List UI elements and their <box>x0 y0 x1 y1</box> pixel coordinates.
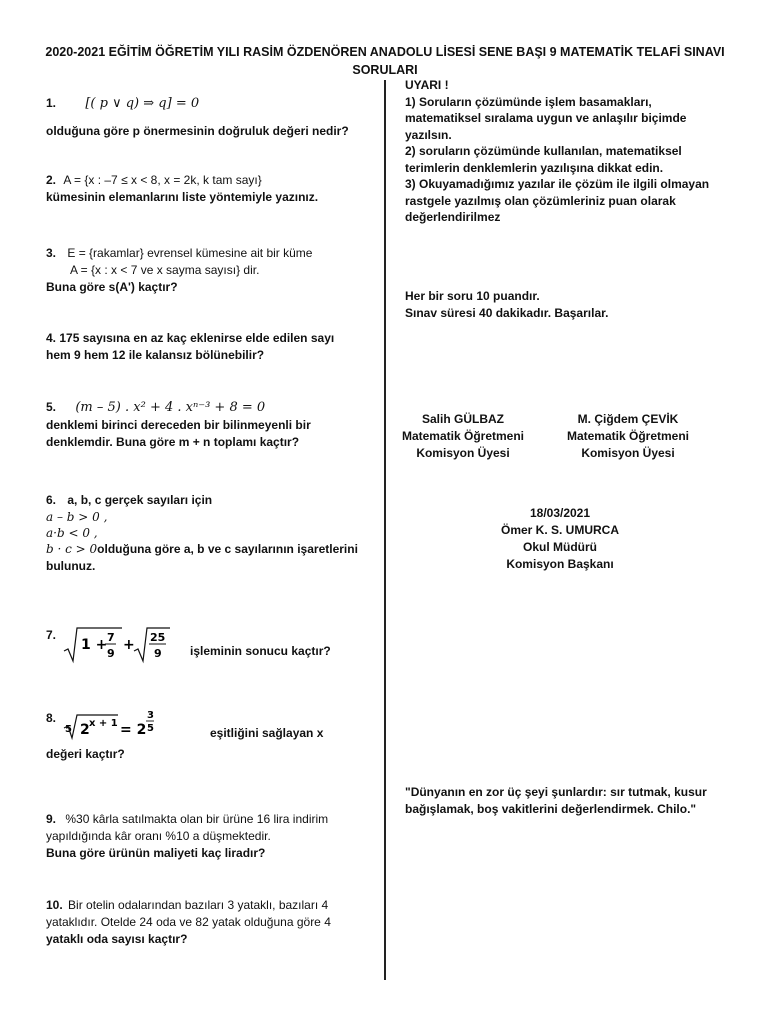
exam-title-line2: SORULARI <box>352 63 418 77</box>
quote-line: bağışlamak, boş vakitlerini değerlendirmek. Chilo." <box>405 801 697 816</box>
signature-name: Ömer K. S. UMURCA <box>500 523 619 537</box>
question-6-condition-1: a – b > 0 , <box>46 510 108 524</box>
svg-text:9: 9 <box>154 647 162 660</box>
question-number: 4. <box>46 331 57 345</box>
signature-teacher-1 <box>393 411 533 462</box>
question-10-line2: yataklıdır. Otelde 24 oda ve 82 yatak olduğuna göre 4 <box>46 915 331 929</box>
svg-text:25: 25 <box>150 631 166 644</box>
question-8-text: eşitliğini sağlayan x <box>210 726 324 740</box>
question-1 <box>46 93 371 140</box>
question-10-line3: yataklı oda sayısı kaçtır? <box>46 932 188 946</box>
question-3-text: Buna göre s(A') kaçtır? <box>46 280 178 294</box>
warning-line: 1) Soruların çözümünde işlem basamakları, <box>405 94 652 109</box>
question-5-equation: (m – 5) . x² + 4 . xⁿ⁻³ + 8 = 0 <box>75 400 266 415</box>
signature-duty: Komisyon Başkanı <box>506 557 614 571</box>
question-10 <box>46 897 371 948</box>
svg-text:x + 1: x + 1 <box>89 718 118 729</box>
question-2-set: A = {x : –7 ≤ x < 8, x = 2k, k tam sayı} <box>63 173 262 187</box>
signature-name: Salih GÜLBAZ <box>421 412 504 426</box>
question-number: 1. <box>46 96 57 110</box>
svg-text:1 +: 1 + <box>81 637 108 653</box>
exam-title <box>40 43 730 79</box>
question-1-text: olduğuna göre p önermesinin doğruluk değeri nedir? <box>46 124 349 138</box>
question-number: 8. <box>46 711 57 725</box>
question-3-universe: E = {rakamlar} evrensel kümesine ait bir küme <box>67 246 313 260</box>
question-9-line2: yapıldığında kâr oranı %10 a düşmektedir. <box>46 829 271 843</box>
question-9-line1: %30 kârla satılmakta olan bir ürüne 16 lira indirim <box>65 812 329 826</box>
question-9-line3: Buna göre ürünün maliyeti kaç liradır? <box>46 846 266 860</box>
question-6-intro: a, b, c gerçek sayıları için <box>67 493 213 507</box>
question-10-line1: Bir otelin odalarından bazıları 3 yataklı, bazıları 4 <box>68 898 329 912</box>
question-5-line1: denklemi birinci dereceden bir bilinmeyenli bir <box>46 418 311 432</box>
question-6-condition-3: b · c > 0 <box>46 542 98 556</box>
svg-text:2: 2 <box>80 722 90 738</box>
column-divider <box>384 80 386 980</box>
warning-line: değerlendirilmez <box>405 210 501 224</box>
signature-duty: Komisyon Üyesi <box>416 446 510 460</box>
svg-text:+: + <box>123 637 135 653</box>
signature-role: Okul Müdürü <box>523 540 597 554</box>
question-number: 5. <box>46 400 57 414</box>
question-6-condition-2: a·b < 0 , <box>46 526 98 540</box>
question-number: 7. <box>46 628 57 642</box>
warning-line: 2) soruların çözümünde kullanılan, matematiksel <box>405 144 682 158</box>
svg-text:= 2: = 2 <box>120 722 147 738</box>
svg-text:3: 3 <box>147 710 154 721</box>
question-2 <box>46 172 371 206</box>
warning-heading: UYARI ! <box>405 78 449 92</box>
warning-line: 3) Okuyamadığımız yazılar ile çözüm ile ilgili olmayan <box>405 177 710 191</box>
exam-info <box>405 288 735 321</box>
question-1-formula: [( p ∨ q) ⇒ q] = 0 <box>85 96 200 111</box>
duration-info: Sınav süresi 40 dakikadır. Başarılar. <box>405 305 609 320</box>
svg-text:5: 5 <box>147 723 154 734</box>
question-6-line2: olduğuna göre a, b ve c sayılarının işaretlerini <box>97 542 358 556</box>
question-number: 2. <box>46 173 57 187</box>
question-8-line2: değeri kaçtır? <box>46 747 125 761</box>
question-4-line2: hem 9 hem 12 ile kalansız bölünebilir? <box>46 348 265 362</box>
exam-title-line1: 2020-2021 EĞİTİM ÖĞRETİM YILI RASİM ÖZDENÖREN ANADOLU LİSESİ SENE BAŞI 9 MATEMATİK TELAFİ SINAVI <box>45 45 725 59</box>
signature-teacher-2 <box>553 411 703 462</box>
warning-line: rastgele yazılmış olan çözümleriniz puan olarak <box>405 193 676 208</box>
question-number: 3. <box>46 246 57 260</box>
question-2-text: kümesinin elemanlarını liste yöntemiyle yazınız. <box>46 190 319 204</box>
signature-role: Matematik Öğretmeni <box>566 429 690 443</box>
warning-line: terimlerin denklemlerin yazılışına dikkat edin. <box>405 160 664 175</box>
signature-name: M. Çiğdem ÇEVİK <box>577 412 679 426</box>
warning-line: yazılsın. <box>405 127 452 142</box>
question-5-line2: denklemdir. Buna göre m + n toplamı kaçtır? <box>46 435 300 449</box>
question-number: 9. <box>46 812 57 826</box>
question-number: 6. <box>46 493 57 507</box>
question-3 <box>46 245 371 296</box>
question-number: 10. <box>46 898 63 912</box>
svg-text:5: 5 <box>65 724 72 735</box>
closing-quote <box>405 784 750 817</box>
question-9 <box>46 811 371 862</box>
signature-role: Matematik Öğretmeni <box>401 429 525 443</box>
question-5 <box>46 398 371 451</box>
signature-date: 18/03/2021 <box>529 506 591 520</box>
question-3-set: A = {x : x < 7 ve x sayma sayısı} dir. <box>70 263 260 277</box>
svg-text:7: 7 <box>107 631 115 644</box>
warning-box <box>405 77 735 226</box>
question-6-line3: bulunuz. <box>46 559 96 573</box>
question-6 <box>46 492 371 575</box>
quote-line: "Dünyanın en zor üç şeyi şunlardır: sır tutmak, kusur <box>405 785 707 799</box>
svg-text:9: 9 <box>107 647 115 660</box>
points-info: Her bir soru 10 puandır. <box>405 289 540 303</box>
signature-principal <box>480 505 640 573</box>
question-7-text: işleminin sonucu kaçtır? <box>190 644 331 658</box>
question-4-line1: 175 sayısına en az kaç eklenirse elde edilen sayı <box>59 331 335 345</box>
signature-duty: Komisyon Üyesi <box>581 446 675 460</box>
question-7-formula <box>62 623 180 665</box>
warning-line: matematiksel sıralama uygun ve anlaşılır biçimde <box>405 111 687 125</box>
question-4 <box>46 330 371 364</box>
question-8-formula <box>62 708 162 744</box>
